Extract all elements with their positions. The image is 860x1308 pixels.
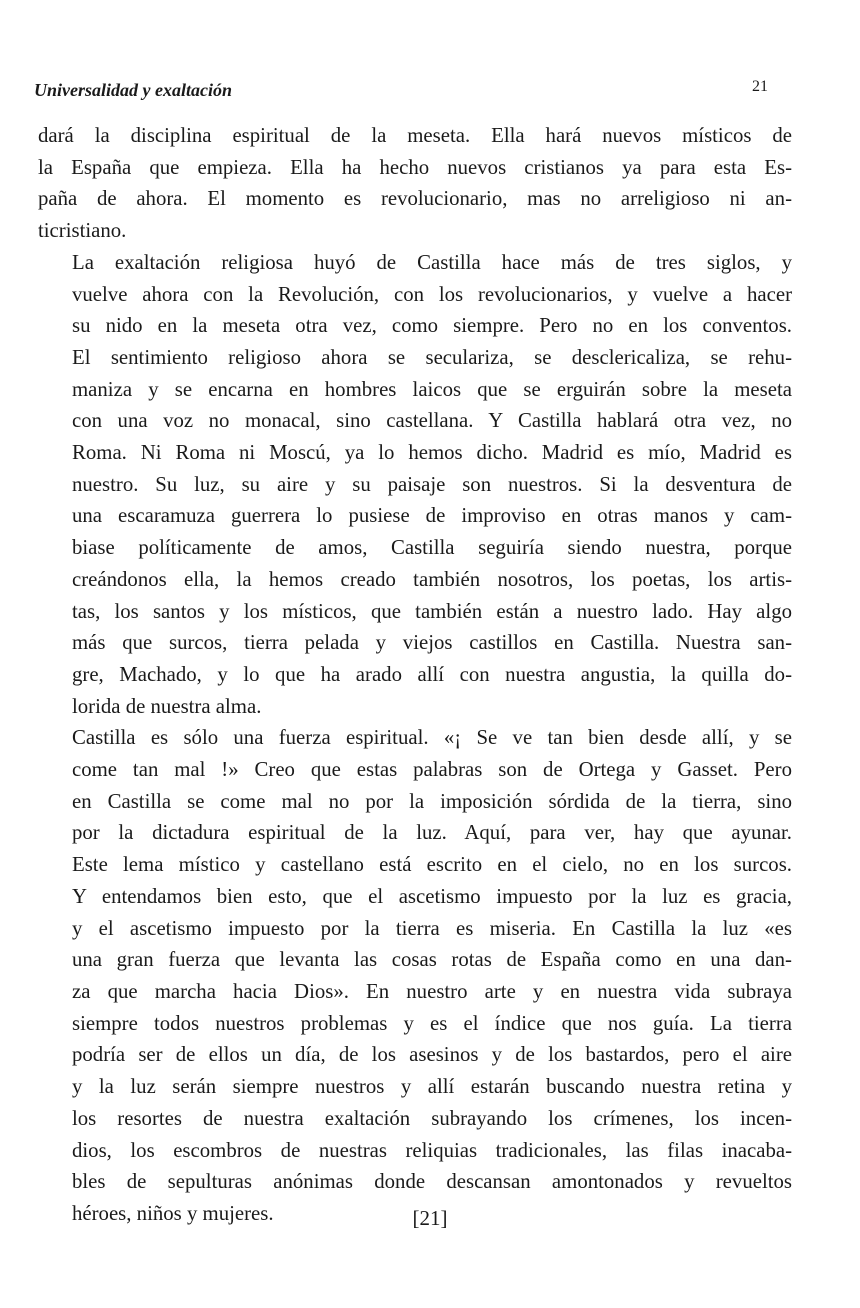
text-line: za que marcha hacia Dios». En nuestro arte y en nuestra vida subraya bbox=[72, 979, 792, 1003]
text-line: héroes, niños y mujeres. bbox=[72, 1201, 274, 1225]
text-line: una escaramuza guerrera lo pusiese de improviso en otras manos y cam- bbox=[72, 504, 792, 528]
text-line: Y entendamos bien esto, que el ascetismo impuesto por la luz es gracia, bbox=[72, 884, 792, 908]
text-line: con una voz no monacal, sino castellana. Y Castilla hablará otra vez, no bbox=[72, 409, 792, 433]
text-line: gre, Machado, y lo que ha arado allí con nuestra angustia, la quilla do- bbox=[72, 662, 792, 686]
text-line: dará la disciplina espiritual de la meseta. Ella hará nuevos místicos de bbox=[38, 124, 792, 147]
text-line: en Castilla se come mal no por la imposición sórdida de la tierra, sino bbox=[72, 789, 792, 813]
text-line: tas, los santos y los místicos, que también están a nuestro lado. Hay algo bbox=[72, 599, 792, 623]
text-line: los resortes de nuestra exaltación subrayando los crímenes, los incen- bbox=[72, 1106, 792, 1130]
text-line: más que surcos, tierra pelada y viejos castillos en Castilla. Nuestra san- bbox=[72, 631, 792, 655]
text-line: lorida de nuestra alma. bbox=[72, 694, 262, 718]
text-line: vuelve ahora con la Revolución, con los revolucionarios, y vuelve a hacer bbox=[72, 282, 792, 306]
text-line: El sentimiento religioso ahora se seculariza, se desclericaliza, se rehu- bbox=[72, 345, 792, 369]
text-line: y el ascetismo impuesto por la tierra es miseria. En Castilla la luz «es bbox=[72, 916, 792, 940]
text-line: podría ser de ellos un día, de los asesinos y de los bastardos, pero el aire bbox=[72, 1043, 792, 1067]
running-title: Universalidad y exaltación bbox=[34, 80, 232, 100]
paragraph bbox=[38, 247, 792, 723]
folio: [21] bbox=[412, 1206, 448, 1230]
text-line: una gran fuerza que levanta las cosas rotas de España como en una dan- bbox=[72, 948, 792, 972]
text-line: la España que empieza. Ella ha hecho nuevos cristianos ya para esta Es- bbox=[38, 155, 792, 179]
paragraph bbox=[38, 722, 792, 1229]
text-line: biase políticamente de amos, Castilla seguiría siendo nuestra, porque bbox=[72, 536, 792, 560]
text-line: Roma. Ni Roma ni Moscú, ya lo hemos dicho. Madrid es mío, Madrid es bbox=[72, 441, 792, 465]
text-line: dios, los escombros de nuestras reliquias tradicionales, las filas inacaba- bbox=[72, 1138, 792, 1162]
text-line: su nido en la meseta otra vez, como siempre. Pero no en los conventos. bbox=[72, 314, 792, 338]
text-line: y la luz serán siempre nuestros y allí estarán buscando nuestra retina y bbox=[72, 1075, 792, 1099]
text-line: paña de ahora. El momento es revolucionario, mas no arreligioso ni an- bbox=[38, 187, 792, 211]
page-number: 21 bbox=[752, 78, 768, 95]
text-line: ticristiano. bbox=[38, 219, 127, 243]
body-text bbox=[38, 120, 792, 1230]
text-line: come tan mal !» Creo que estas palabras son de Ortega y Gasset. Pero bbox=[72, 758, 792, 782]
text-line: bles de sepulturas anónimas donde descansan amontonados y revueltos bbox=[72, 1170, 792, 1194]
text-line: Este lema místico y castellano está escrito en el cielo, no en los surcos. bbox=[72, 853, 792, 877]
paragraph bbox=[38, 120, 792, 247]
text-line: por la dictadura espiritual de la luz. Aquí, para ver, hay que ayunar. bbox=[72, 821, 792, 845]
text-line: maniza y se encarna en hombres laicos que se erguirán sobre la meseta bbox=[72, 377, 792, 401]
text-line: siempre todos nuestros problemas y es el índice que nos guía. La tierra bbox=[72, 1011, 792, 1035]
text-line: La exaltación religiosa huyó de Castilla hace más de tres siglos, y bbox=[72, 250, 792, 274]
text-line: Castilla es sólo una fuerza espiritual. «¡ Se ve tan bien desde allí, y se bbox=[72, 726, 792, 750]
text-line: creándonos ella, la hemos creado también nosotros, los poetas, los artis- bbox=[72, 567, 792, 591]
text-line: nuestro. Su luz, su aire y su paisaje son nuestros. Si la desventura de bbox=[72, 472, 792, 496]
